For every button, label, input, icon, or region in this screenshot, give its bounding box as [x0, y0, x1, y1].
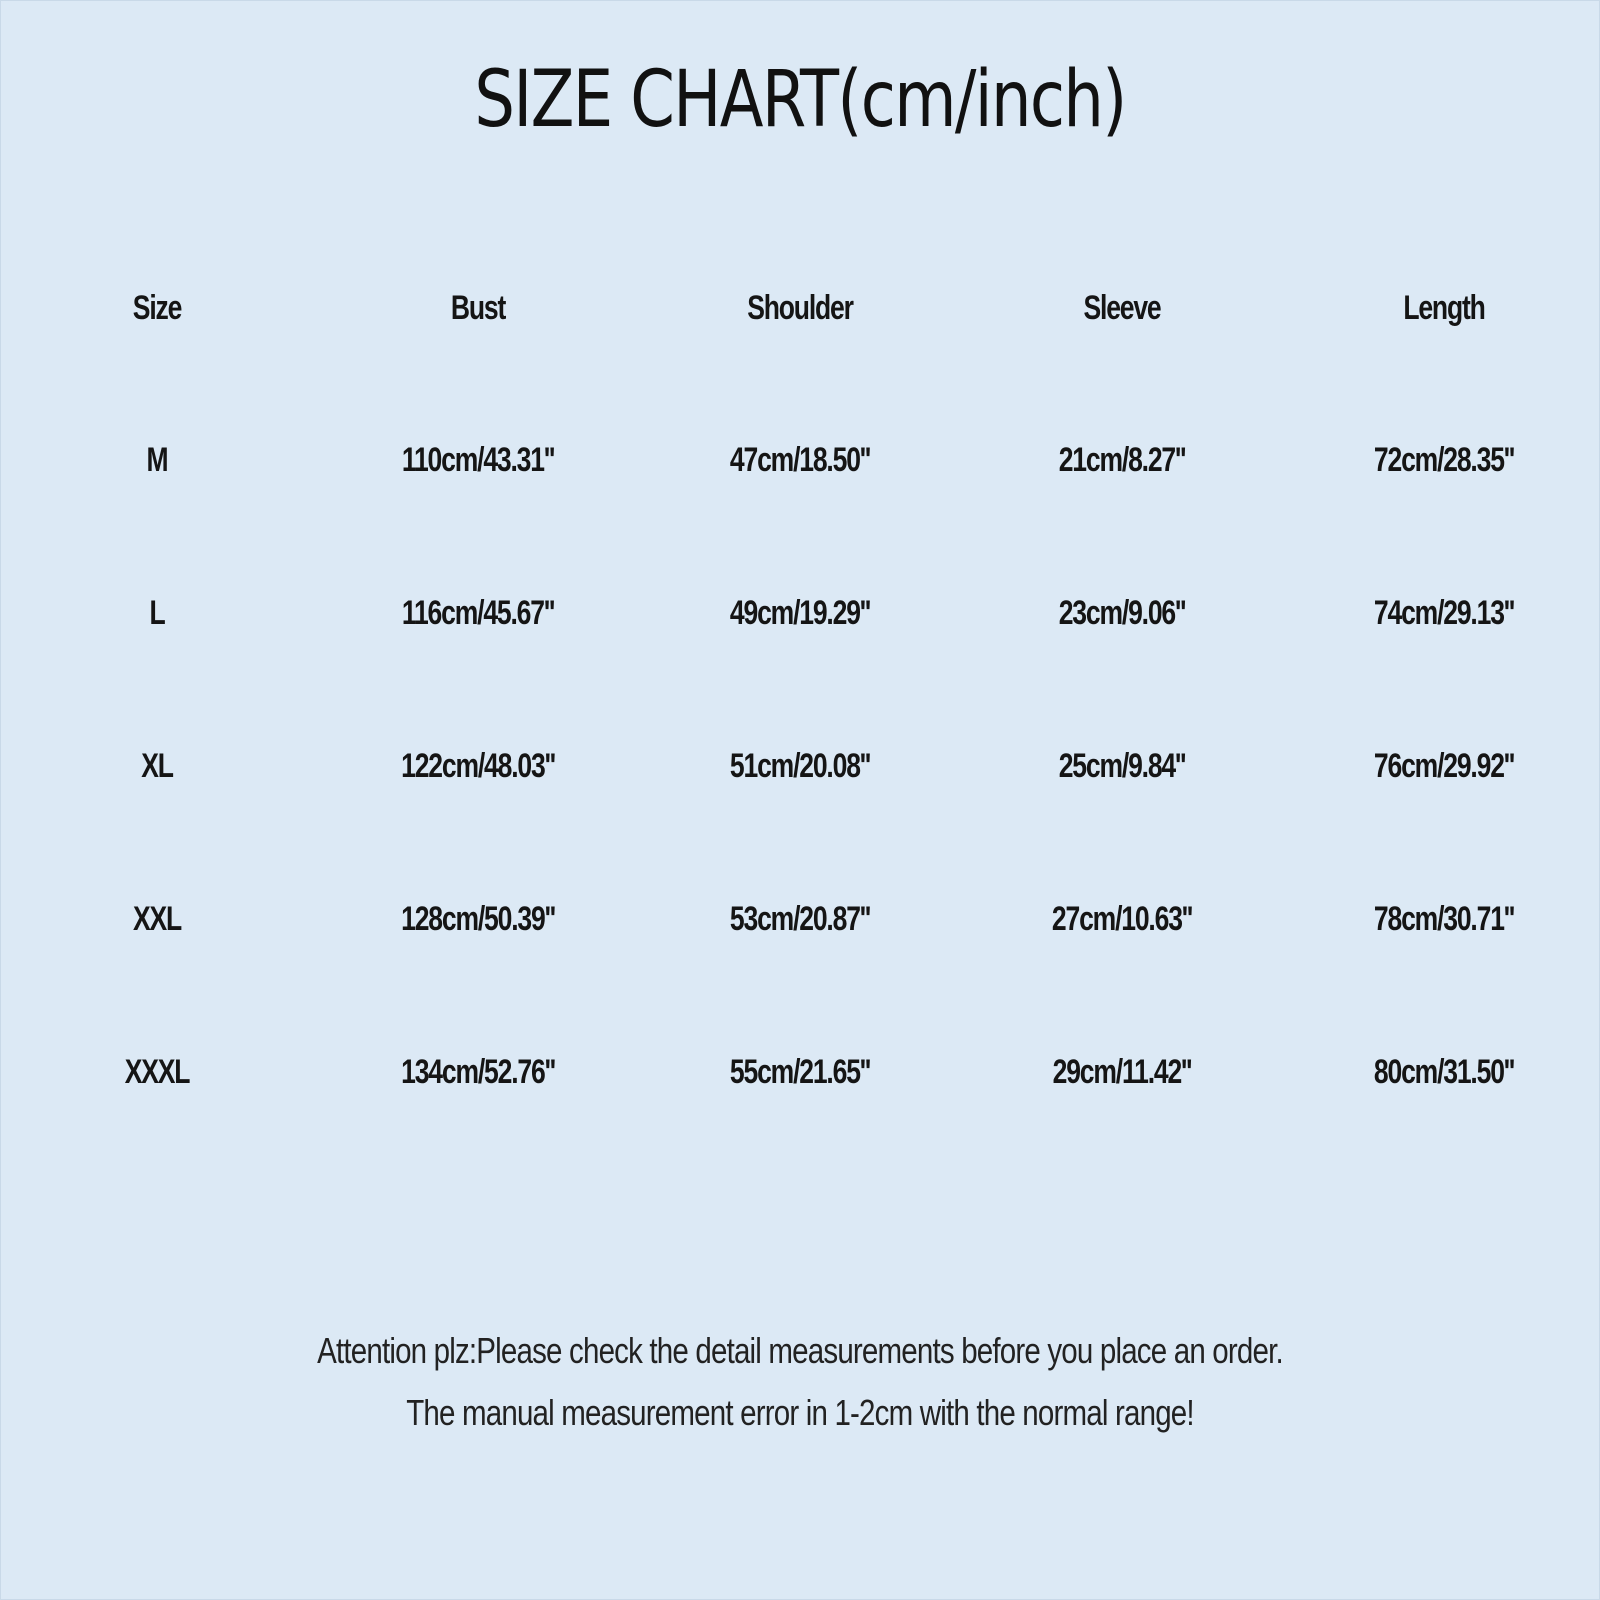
cell-shoulder: 51cm/20.08'': [729, 747, 871, 785]
cell-sleeve: 23cm/9.06'': [1058, 594, 1186, 632]
cell-size: XXL: [132, 900, 182, 938]
cell-size: XL: [141, 747, 173, 785]
cell-sleeve: 29cm/11.42'': [1052, 1053, 1192, 1091]
cell-bust: 128cm/50.39'': [401, 900, 555, 938]
cell-length: 78cm/30.71'': [1373, 900, 1515, 938]
cell-shoulder: 55cm/21.65'': [729, 1053, 871, 1091]
header-size: Size: [132, 289, 182, 327]
measurement-error-note: The manual measurement error in 1-2cm with the normal range!: [406, 1392, 1194, 1433]
cell-size: XXXL: [124, 1053, 190, 1091]
cell-bust: 116cm/45.67'': [401, 594, 555, 632]
cell-bust: 110cm/43.31'': [401, 441, 555, 479]
cell-length: 76cm/29.92'': [1373, 747, 1515, 785]
cell-sleeve: 27cm/10.63'': [1051, 900, 1193, 938]
header-sleeve: Sleeve: [1083, 289, 1161, 327]
cell-shoulder: 49cm/19.29'': [729, 594, 871, 632]
cell-sleeve: 21cm/8.27'': [1058, 441, 1186, 479]
cell-size: M: [146, 441, 168, 479]
header-length: Length: [1403, 289, 1485, 327]
cell-sleeve: 25cm/9.84'': [1058, 747, 1186, 785]
page-title: SIZE CHART(cm/inch): [474, 55, 1126, 145]
attention-note: Attention plz:Please check the detail measurements before you place an order.: [317, 1330, 1283, 1371]
cell-shoulder: 53cm/20.87'': [729, 900, 871, 938]
cell-length: 72cm/28.35'': [1373, 441, 1515, 479]
cell-size: L: [149, 594, 165, 632]
cell-length: 80cm/31.50'': [1373, 1053, 1515, 1091]
cell-length: 74cm/29.13'': [1373, 594, 1515, 632]
cell-bust: 134cm/52.76'': [401, 1053, 555, 1091]
cell-bust: 122cm/48.03'': [401, 747, 555, 785]
header-shoulder: Shoulder: [747, 289, 853, 327]
header-bust: Bust: [450, 289, 506, 327]
cell-shoulder: 47cm/18.50'': [729, 441, 871, 479]
